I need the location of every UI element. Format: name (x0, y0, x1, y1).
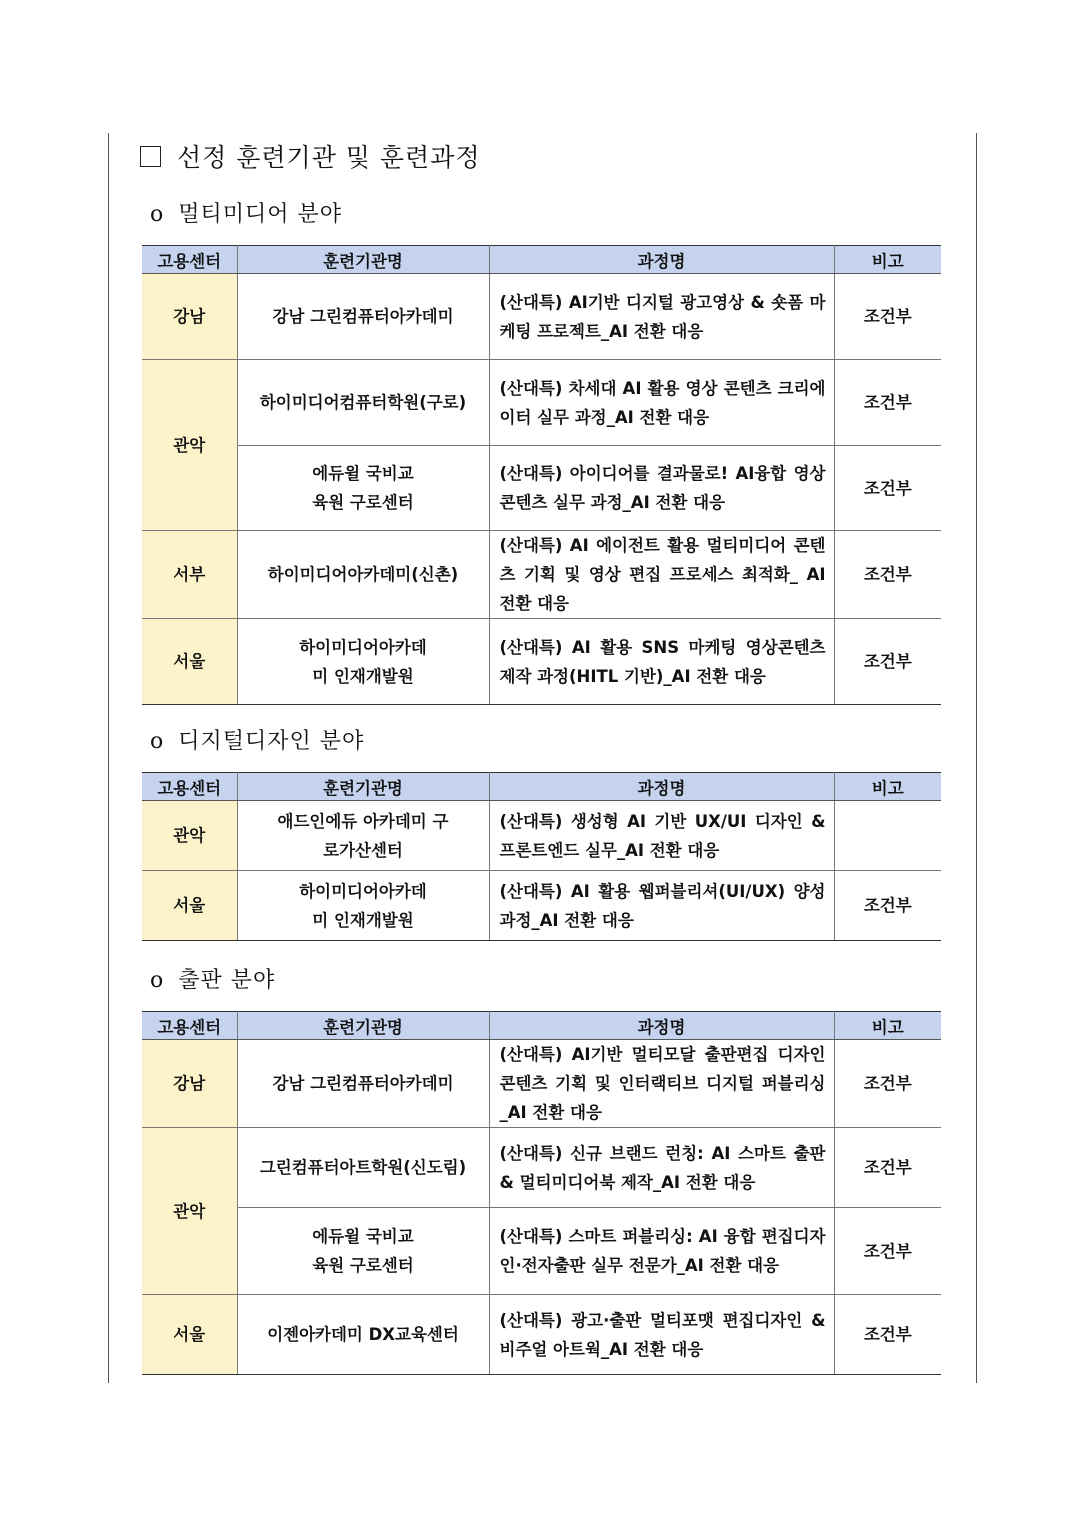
course-cell: (산대특) AI기반 멀티모달 출판편집 디자인 콘텐츠 기획 및 인터랙티브 디지털 퍼블리싱_AI 전환 대응 (489, 1040, 834, 1128)
header-note: 비고 (834, 246, 941, 274)
course-cell: (산대특) 생성형 AI 기반 UX/UI 디자인 & 프론트엔드 실무_AI 전환 대응 (489, 801, 834, 871)
table-header-row (142, 246, 941, 274)
table-row (142, 871, 941, 941)
center-cell: 서울 (142, 1295, 237, 1375)
header-note: 비고 (834, 773, 941, 801)
checkbox-square-icon (140, 146, 161, 167)
section-title-publishing (150, 963, 275, 994)
center-cell: 강남 (142, 274, 237, 360)
note-cell: 조건부 (834, 871, 941, 941)
institution-cell: 이젠아카데미 DX교육센터 (237, 1295, 489, 1375)
header-institution: 훈련기관명 (237, 246, 489, 274)
table-header-row (142, 1012, 941, 1040)
institution-cell: 강남 그린컴퓨터아카데미 (237, 274, 489, 360)
table-row (142, 1208, 941, 1295)
multimedia-table (142, 245, 941, 705)
table-row (142, 1040, 941, 1128)
course-cell: (산대특) 신규 브랜드 런칭: AI 스마트 출판 & 멀티미디어북 제작_AI 전환 대응 (489, 1128, 834, 1208)
header-note: 비고 (834, 1012, 941, 1040)
table-row (142, 360, 941, 446)
course-cell: (산대특) 차세대 AI 활용 영상 콘텐츠 크리에이터 실무 과정_AI 전환 대응 (489, 360, 834, 446)
page-title (140, 138, 481, 174)
note-cell: 조건부 (834, 531, 941, 619)
bullet-icon: o (150, 968, 165, 993)
note-cell: 조건부 (834, 619, 941, 705)
section-title-text: 멀티미디어 분야 (178, 202, 343, 227)
note-cell: 조건부 (834, 1128, 941, 1208)
table-row (142, 1295, 941, 1375)
header-center: 고용센터 (142, 773, 237, 801)
institution-cell: 하이미디어아카데미(신촌) (237, 531, 489, 619)
course-cell: (산대특) 스마트 퍼블리싱: AI 융합 편집디자인·전자출판 실무 전문가_AI 전환 대응 (489, 1208, 834, 1295)
note-cell: 조건부 (834, 1208, 941, 1295)
course-cell: (산대특) AI 활용 웹퍼블리셔(UI/UX) 양성과정_AI 전환 대응 (489, 871, 834, 941)
header-course: 과정명 (489, 246, 834, 274)
institution-cell: 애드인에듀 아카데미 구로가산센터 (237, 801, 489, 871)
digital-design-table (142, 772, 941, 941)
institution-cell: 하이미디어아카데미 인재개발원 (237, 871, 489, 941)
table-row (142, 801, 941, 871)
table-row (142, 274, 941, 360)
institution-cell: 하이미디어아카데미 인재개발원 (237, 619, 489, 705)
page-title-text: 선정 훈련기관 및 훈련과정 (177, 143, 481, 172)
center-cell: 관악 (142, 1128, 237, 1295)
course-cell: (산대특) AI 에이전트 활용 멀티미디어 콘텐츠 기획 및 영상 편집 프로세스 최적화_ AI 전환 대응 (489, 531, 834, 619)
table-row (142, 446, 941, 531)
note-cell: 조건부 (834, 1040, 941, 1128)
institution-cell: 에듀윌 국비교육원 구로센터 (237, 446, 489, 531)
header-institution: 훈련기관명 (237, 1012, 489, 1040)
institution-cell: 에듀윌 국비교육원 구로센터 (237, 1208, 489, 1295)
center-cell: 관악 (142, 360, 237, 531)
note-cell: 조건부 (834, 274, 941, 360)
center-cell: 강남 (142, 1040, 237, 1128)
note-cell: 조건부 (834, 446, 941, 531)
table-row (142, 531, 941, 619)
course-cell: (산대특) 광고·출판 멀티포맷 편집디자인 & 비주얼 아트웍_AI 전환 대응 (489, 1295, 834, 1375)
course-cell: (산대특) 아이디어를 결과물로! AI융합 영상콘텐츠 실무 과정_AI 전환 대응 (489, 446, 834, 531)
institution-cell: 강남 그린컴퓨터아카데미 (237, 1040, 489, 1128)
publishing-table (142, 1011, 941, 1375)
header-center: 고용센터 (142, 1012, 237, 1040)
table-row (142, 619, 941, 705)
page-frame-left (108, 133, 109, 1383)
section-title-text: 디지털디자인 분야 (178, 729, 365, 754)
section-title-multimedia (150, 197, 342, 228)
bullet-icon: o (150, 729, 165, 754)
note-cell: 조건부 (834, 1295, 941, 1375)
institution-cell: 하이미디어컴퓨터학원(구로) (237, 360, 489, 446)
header-institution: 훈련기관명 (237, 773, 489, 801)
section-title-text: 출판 분야 (178, 968, 276, 993)
course-cell: (산대특) AI기반 디지털 광고영상 & 숏폼 마케팅 프로젝트_AI 전환 대응 (489, 274, 834, 360)
table-row (142, 1128, 941, 1208)
bullet-icon: o (150, 202, 165, 227)
table-header-row (142, 773, 941, 801)
page-frame-right (976, 133, 977, 1383)
institution-cell: 그린컴퓨터아트학원(신도림) (237, 1128, 489, 1208)
section-title-digital-design (150, 724, 364, 755)
header-center: 고용센터 (142, 246, 237, 274)
header-course: 과정명 (489, 773, 834, 801)
center-cell: 서울 (142, 871, 237, 941)
center-cell: 서부 (142, 531, 237, 619)
course-cell: (산대특) AI 활용 SNS 마케팅 영상콘텐츠 제작 과정(HITL 기반)_AI 전환 대응 (489, 619, 834, 705)
center-cell: 서울 (142, 619, 237, 705)
note-cell (834, 801, 941, 871)
center-cell: 관악 (142, 801, 237, 871)
header-course: 과정명 (489, 1012, 834, 1040)
note-cell: 조건부 (834, 360, 941, 446)
